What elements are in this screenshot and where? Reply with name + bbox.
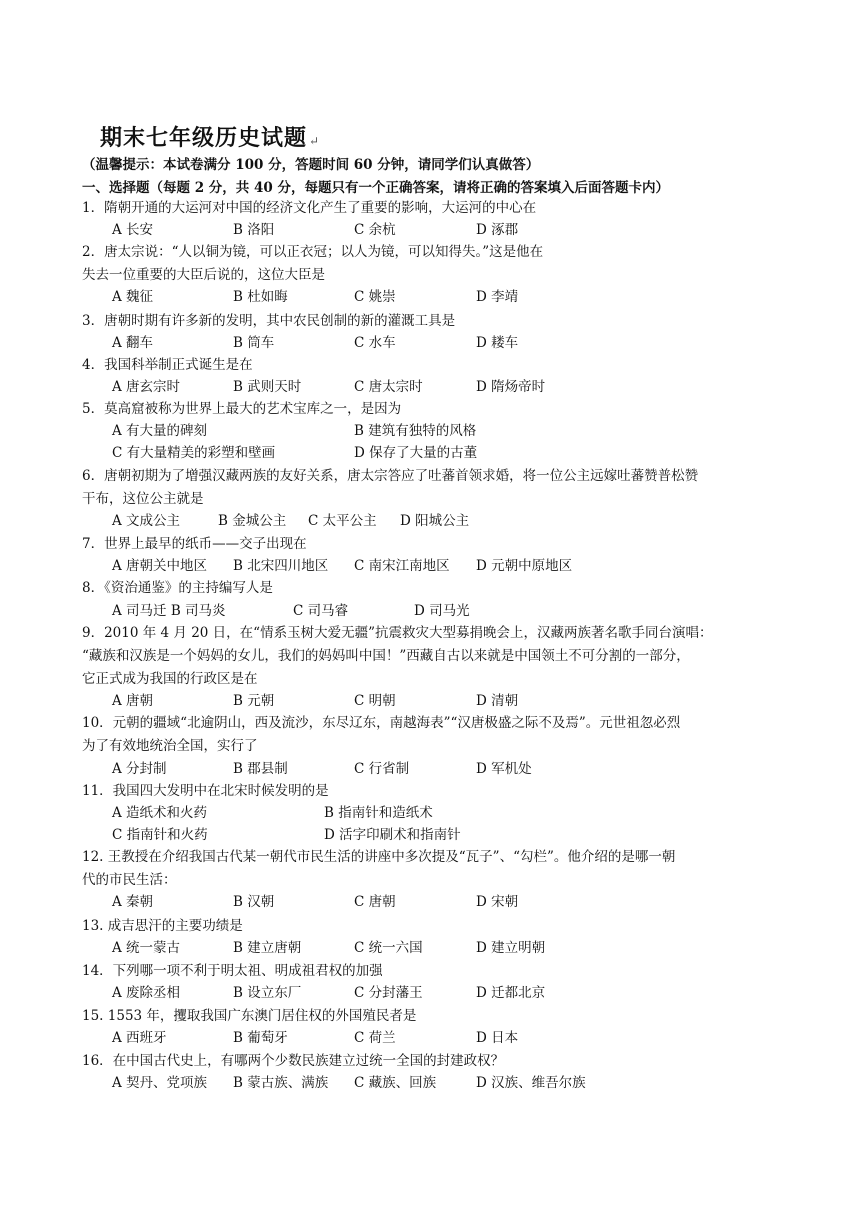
question-15-option: C 荷兰 xyxy=(354,1030,396,1046)
question-4-option: C 唐太宗时 xyxy=(354,379,423,395)
question-15-text: 15. 1553 年，攫取我国广东澳门居住权的外国殖民者是 xyxy=(82,1008,417,1024)
question-3-option: C 水车 xyxy=(354,335,396,351)
question-2-text: 2．唐太宗说：“人以铜为镜，可以正衣冠；以人为镜，可以知得失。”这是他在 xyxy=(82,244,544,260)
question-5-option: A 有大量的碑刻 xyxy=(112,423,208,439)
section-heading: 一、选择题（每题 2 分，共 40 分，每题只有一个正确答案，请将正确的答案填入后面答题卡内） xyxy=(82,180,669,196)
question-13-option: B 建立唐朝 xyxy=(233,940,302,956)
question-4-option: B 武则天时 xyxy=(233,379,302,395)
question-6-option: C 太平公主 xyxy=(308,513,377,529)
question-1-option: B 洛阳 xyxy=(233,222,275,238)
question-5-option: D 保存了大量的古董 xyxy=(354,445,478,461)
question-12-option: C 唐朝 xyxy=(354,894,396,910)
question-3-text: 3．唐朝时期有许多新的发明，其中农民创制的新的灌溉工具是 xyxy=(82,313,456,329)
question-6-option: D 阳城公主 xyxy=(400,513,470,529)
question-13-option: A 统一蒙古 xyxy=(112,940,181,956)
question-10-option: A 分封制 xyxy=(112,761,167,777)
question-16-text: 16．在中国古代史上，有哪两个少数民族建立过统一全国的封建政权？ xyxy=(82,1053,505,1069)
question-8-text: 8．《资治通鉴》的主持编写人是 xyxy=(82,580,273,596)
question-7-text: 7．世界上最早的纸币——交子出现在 xyxy=(82,536,307,552)
question-15-option: B 葡萄牙 xyxy=(233,1030,288,1046)
question-14-option: A 废除丞相 xyxy=(112,985,181,1001)
exam-title xyxy=(100,121,320,152)
question-2-option: A 魏征 xyxy=(112,289,154,305)
question-6-option: A 文成公主 xyxy=(112,513,181,529)
question-2-option: D 李靖 xyxy=(476,289,519,305)
question-2-option: B 杜如晦 xyxy=(233,289,288,305)
question-8-option: D 司马光 xyxy=(414,603,470,619)
question-9-text: 它正式成为我国的行政区是在 xyxy=(82,671,258,687)
question-14-text: 14．下列哪一项不利于明太祖、明成祖君权的加强 xyxy=(82,963,383,979)
question-9-option: A 唐朝 xyxy=(112,693,154,709)
question-16-option: A 契丹、党项族 xyxy=(112,1075,208,1091)
question-7-option: B 北宋四川地区 xyxy=(233,558,329,574)
question-5-text: 5．莫高窟被称为世界上最大的艺术宝库之一，是因为 xyxy=(82,401,402,417)
question-9-text: “藏族和汉族是一个妈妈的女儿，我们的妈妈叫中国！”西藏自古以来就是中国领土不可分割的一部分， xyxy=(82,648,690,664)
question-12-text: 代的市民生活： xyxy=(82,872,177,888)
question-3-option: B 筒车 xyxy=(233,335,275,351)
question-12-text: 12. 王教授在介绍我国古代某一朝代市民生活的讲座中多次提及“瓦子”、“勾栏”。他介绍的是哪一朝 xyxy=(82,849,676,865)
question-16-option: C 藏族、回族 xyxy=(354,1075,437,1091)
question-1-text: 1．隋朝开通的大运河对中国的经济文化产生了重要的影响，大运河的中心在 xyxy=(82,200,537,216)
question-7-option: D 元朝中原地区 xyxy=(476,558,573,574)
question-7-option: C 南宋江南地区 xyxy=(354,558,450,574)
question-15-option: A 西班牙 xyxy=(112,1030,167,1046)
question-9-option: B 元朝 xyxy=(233,693,275,709)
question-3-option: D 耧车 xyxy=(476,335,519,351)
question-1-option: A 长安 xyxy=(112,222,154,238)
question-7-option: A 唐朝关中地区 xyxy=(112,558,208,574)
question-11-option: C 指南针和火药 xyxy=(112,827,208,843)
question-12-option: A 秦朝 xyxy=(112,894,154,910)
question-10-text: 10．元朝的疆域“北逾阴山，西及流沙，东尽辽东，南越海表”“汉唐极盛之际不及焉”。元世祖忽必烈 xyxy=(82,715,681,731)
question-11-option: A 造纸术和火药 xyxy=(112,805,208,821)
question-11-option: B 指南针和造纸术 xyxy=(324,805,433,821)
question-11-option: D 活字印刷术和指南针 xyxy=(324,827,461,843)
question-3-option: A 翻车 xyxy=(112,335,154,351)
question-10-option: D 军机处 xyxy=(476,761,532,777)
title-text: 期末七年级历史试题 xyxy=(100,125,308,151)
question-8-option: C 司马睿 xyxy=(293,603,349,619)
question-10-option: B 郡县制 xyxy=(233,761,288,777)
question-9-option: D 清朝 xyxy=(476,693,519,709)
question-11-text: 11．我国四大发明中在北宋时候发明的是 xyxy=(82,783,329,799)
question-6-text: 干布，这位公主就是 xyxy=(82,491,204,507)
return-mark: ↵ xyxy=(309,134,321,148)
question-9-text: 9．2010 年 4 月 20 日，在“情系玉树大爱无疆”抗震救灾大型募捐晚会上，汉藏两族著名歌手同台演唱： xyxy=(82,625,713,641)
question-5-option: C 有大量精美的彩塑和壁画 xyxy=(112,445,276,461)
question-4-text: 4．我国科举制正式诞生是在 xyxy=(82,357,253,373)
question-6-text: 6．唐朝初期为了增强汉藏两族的友好关系，唐太宗答应了吐蕃首领求婚，将一位公主远嫁吐蕃赞普松赞 xyxy=(82,468,699,484)
question-16-option: D 汉族、维吾尔族 xyxy=(476,1075,586,1091)
question-12-option: D 宋朝 xyxy=(476,894,519,910)
question-13-text: 13. 成吉思汗的主要功绩是 xyxy=(82,918,243,934)
question-13-option: C 统一六国 xyxy=(354,940,423,956)
question-14-option: B 设立东厂 xyxy=(233,985,302,1001)
question-8-option: A 司马迁 B 司马炎 xyxy=(112,603,226,619)
question-1-option: C 余杭 xyxy=(354,222,396,238)
question-1-option: D 涿郡 xyxy=(476,222,519,238)
question-9-option: C 明朝 xyxy=(354,693,396,709)
question-2-text: 失去一位重要的大臣后说的，这位大臣是 xyxy=(82,267,325,283)
question-14-option: D 迁都北京 xyxy=(476,985,546,1001)
question-2-option: C 姚崇 xyxy=(354,289,396,305)
question-15-option: D 日本 xyxy=(476,1030,519,1046)
question-12-option: B 汉朝 xyxy=(233,894,275,910)
question-5-option: B 建筑有独特的风格 xyxy=(354,423,477,439)
question-4-option: A 唐玄宗时 xyxy=(112,379,181,395)
exam-hint: （温馨提示：本试卷满分 100 分，答题时间 60 分钟，请同学们认真做答） xyxy=(82,157,540,173)
question-16-option: B 蒙古族、满族 xyxy=(233,1075,329,1091)
question-14-option: C 分封藩王 xyxy=(354,985,423,1001)
question-10-option: C 行省制 xyxy=(354,761,410,777)
question-10-text: 为了有效地统治全国，实行了 xyxy=(82,738,258,754)
question-4-option: D 隋炀帝时 xyxy=(476,379,546,395)
question-13-option: D 建立明朝 xyxy=(476,940,546,956)
question-6-option: B 金城公主 xyxy=(218,513,287,529)
